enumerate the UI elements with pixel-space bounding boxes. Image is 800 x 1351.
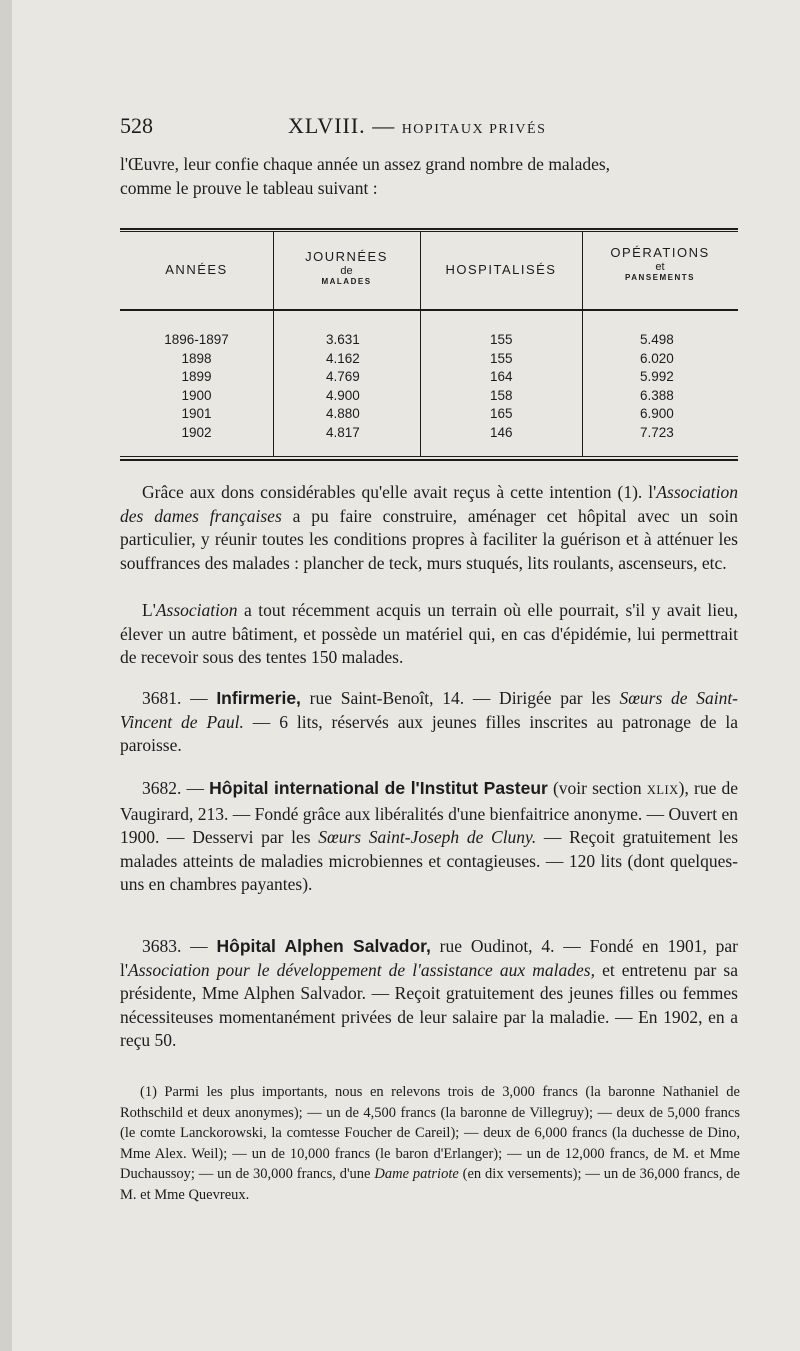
table-cell: 4.162 [326,350,360,366]
table-cell: 1902 [181,424,212,440]
entry-title: Hôpital Alphen Salvador, [216,936,431,956]
table-rule-top [120,228,738,230]
table-cell: 1900 [181,387,212,403]
table-cell: 6.020 [640,350,674,366]
running-title: XLVIII. — HOPITAUX PRIVÉS [288,113,547,138]
entry-3683: 3683. — Hôpital Alphen Salvador, rue Oudinot, 4. — Fondé en 1901, par l'Association pour le développement de l'assistance aux malades, et entretenu par sa présidente, Mme Alphen Salvador. — Reçoit gratuitement des jeunes filles ou femmes nécessiteuses momentanément privées de leur salaire par la maladie. — En 1902, en a reçu 50. [120,936,739,1050]
table-rule-bottom [120,459,738,461]
header-operations: OPÉRATIONS et PANSEMENTS [610,245,710,282]
table-cell: 7.723 [640,424,674,440]
years-column [120,331,273,442]
page-number: 528 [120,113,153,138]
table-cell: 5.498 [640,332,674,347]
table-cell: 165 [490,406,513,421]
table-cell: 5.992 [640,369,674,384]
chapter-number: XLVIII. [288,113,366,138]
table-cell: 1898 [181,350,212,366]
table-cell: 146 [490,424,513,440]
table-cell: 4.769 [326,369,360,384]
header-hospitalises: HOSPITALISÉS [445,262,557,277]
paragraph-dons: Grâce aux dons considérables qu'elle avait reçus à cette intention (1). l'Association des dames françaises a pu faire construire, aménager cet hôpital avec un soin particulier, y réunir toutes les conditions propres à faciliter la guérison et à atténuer les souffrances des malades : plancher de teck, murs stuqués, lits roulants, ascenseurs, etc. [120,482,739,573]
entry-3681: 3681. — Infirmerie, rue Saint-Benoît, 14. — Dirigée par les Sœurs de Saint-Vincent de Paul. — 6 lits, réservés aux jeunes filles inscrites au patronage de la paroisse. [120,688,739,755]
running-header [120,113,740,141]
journees-column [326,331,360,442]
entry-title: Hôpital international de l'Institut Pasteur [209,778,548,798]
table-cell: 155 [490,350,513,366]
entry-title: Infirmerie, [216,688,301,708]
table-cell: 1899 [181,369,212,384]
table-cell: 158 [490,387,513,403]
page-edge [0,0,12,1351]
paragraph-terrain: L'Association a tout récemment acquis un terrain où elle pourrait, s'il y avait lieu, élever un autre bâtiment, et possède un matériel qui, en cas d'épidémie, lui permettrait de recevoir sous des tentes 150 malades. [120,600,738,667]
table-rule-header [120,309,738,311]
statistics-table [120,228,738,464]
table-cell: 6.900 [640,406,674,421]
entry-3682: 3682. — Hôpital international de l'Institut Pasteur (voir section XLIX), rue de Vaugirard, 213. — Fondé grâce aux libéralités d'une bienfaitrice anonyme. — Ouvert en 1900. — Desservi par les Sœurs Saint-Joseph de Cluny. — Reçoit gratuitement les malades atteints de maladies microbiennes et contagieuses. — 120 lits (dont quelques-uns en chambres payantes). [120,778,738,894]
table-cell: 4.817 [326,424,360,440]
table-cell: 3.631 [326,332,360,347]
table-cell: 1896-1897 [164,332,229,347]
header-annees: ANNÉES [165,262,228,277]
intro-paragraph: l'Œuvre, leur confie chaque année un assez grand nombre de malades, comme le prouve le tableau suivant : [120,154,611,198]
table-cell: 4.900 [326,387,360,403]
hospitalises-column [490,331,513,442]
chapter-title: HOPITAUX PRIVÉS [401,122,547,137]
table-cell: 164 [490,369,513,384]
table-cell: 155 [490,332,513,347]
table-cell: 6.388 [640,387,674,403]
header-journees: JOURNÉES de MALADES [305,249,388,286]
table-cell: 1901 [181,406,212,421]
operations-column [640,331,674,442]
table-cell: 4.880 [326,406,360,421]
footnote: (1) Parmi les plus importants, nous en relevons trois de 3,000 francs (la baronne Nathaniel de Rothschild et deux anonymes); — un de 4,500 francs (la baronne de Villegruy); — deux de 5,000 francs (le comte Lanckorowski, la comtesse Foucher de Careil); — deux de 6,000 francs (la duchesse de Dino, Mme Alex. Weil); — un de 10,000 francs (le baron d'Erlanger); — un de 12,000 francs, de M. et Mme Duchaussoy; — un de 30,000 francs, d'une Dame patriote (en dix versements); — un de 36,000 francs, de M. et Mme Quevreux. [120,1084,740,1203]
